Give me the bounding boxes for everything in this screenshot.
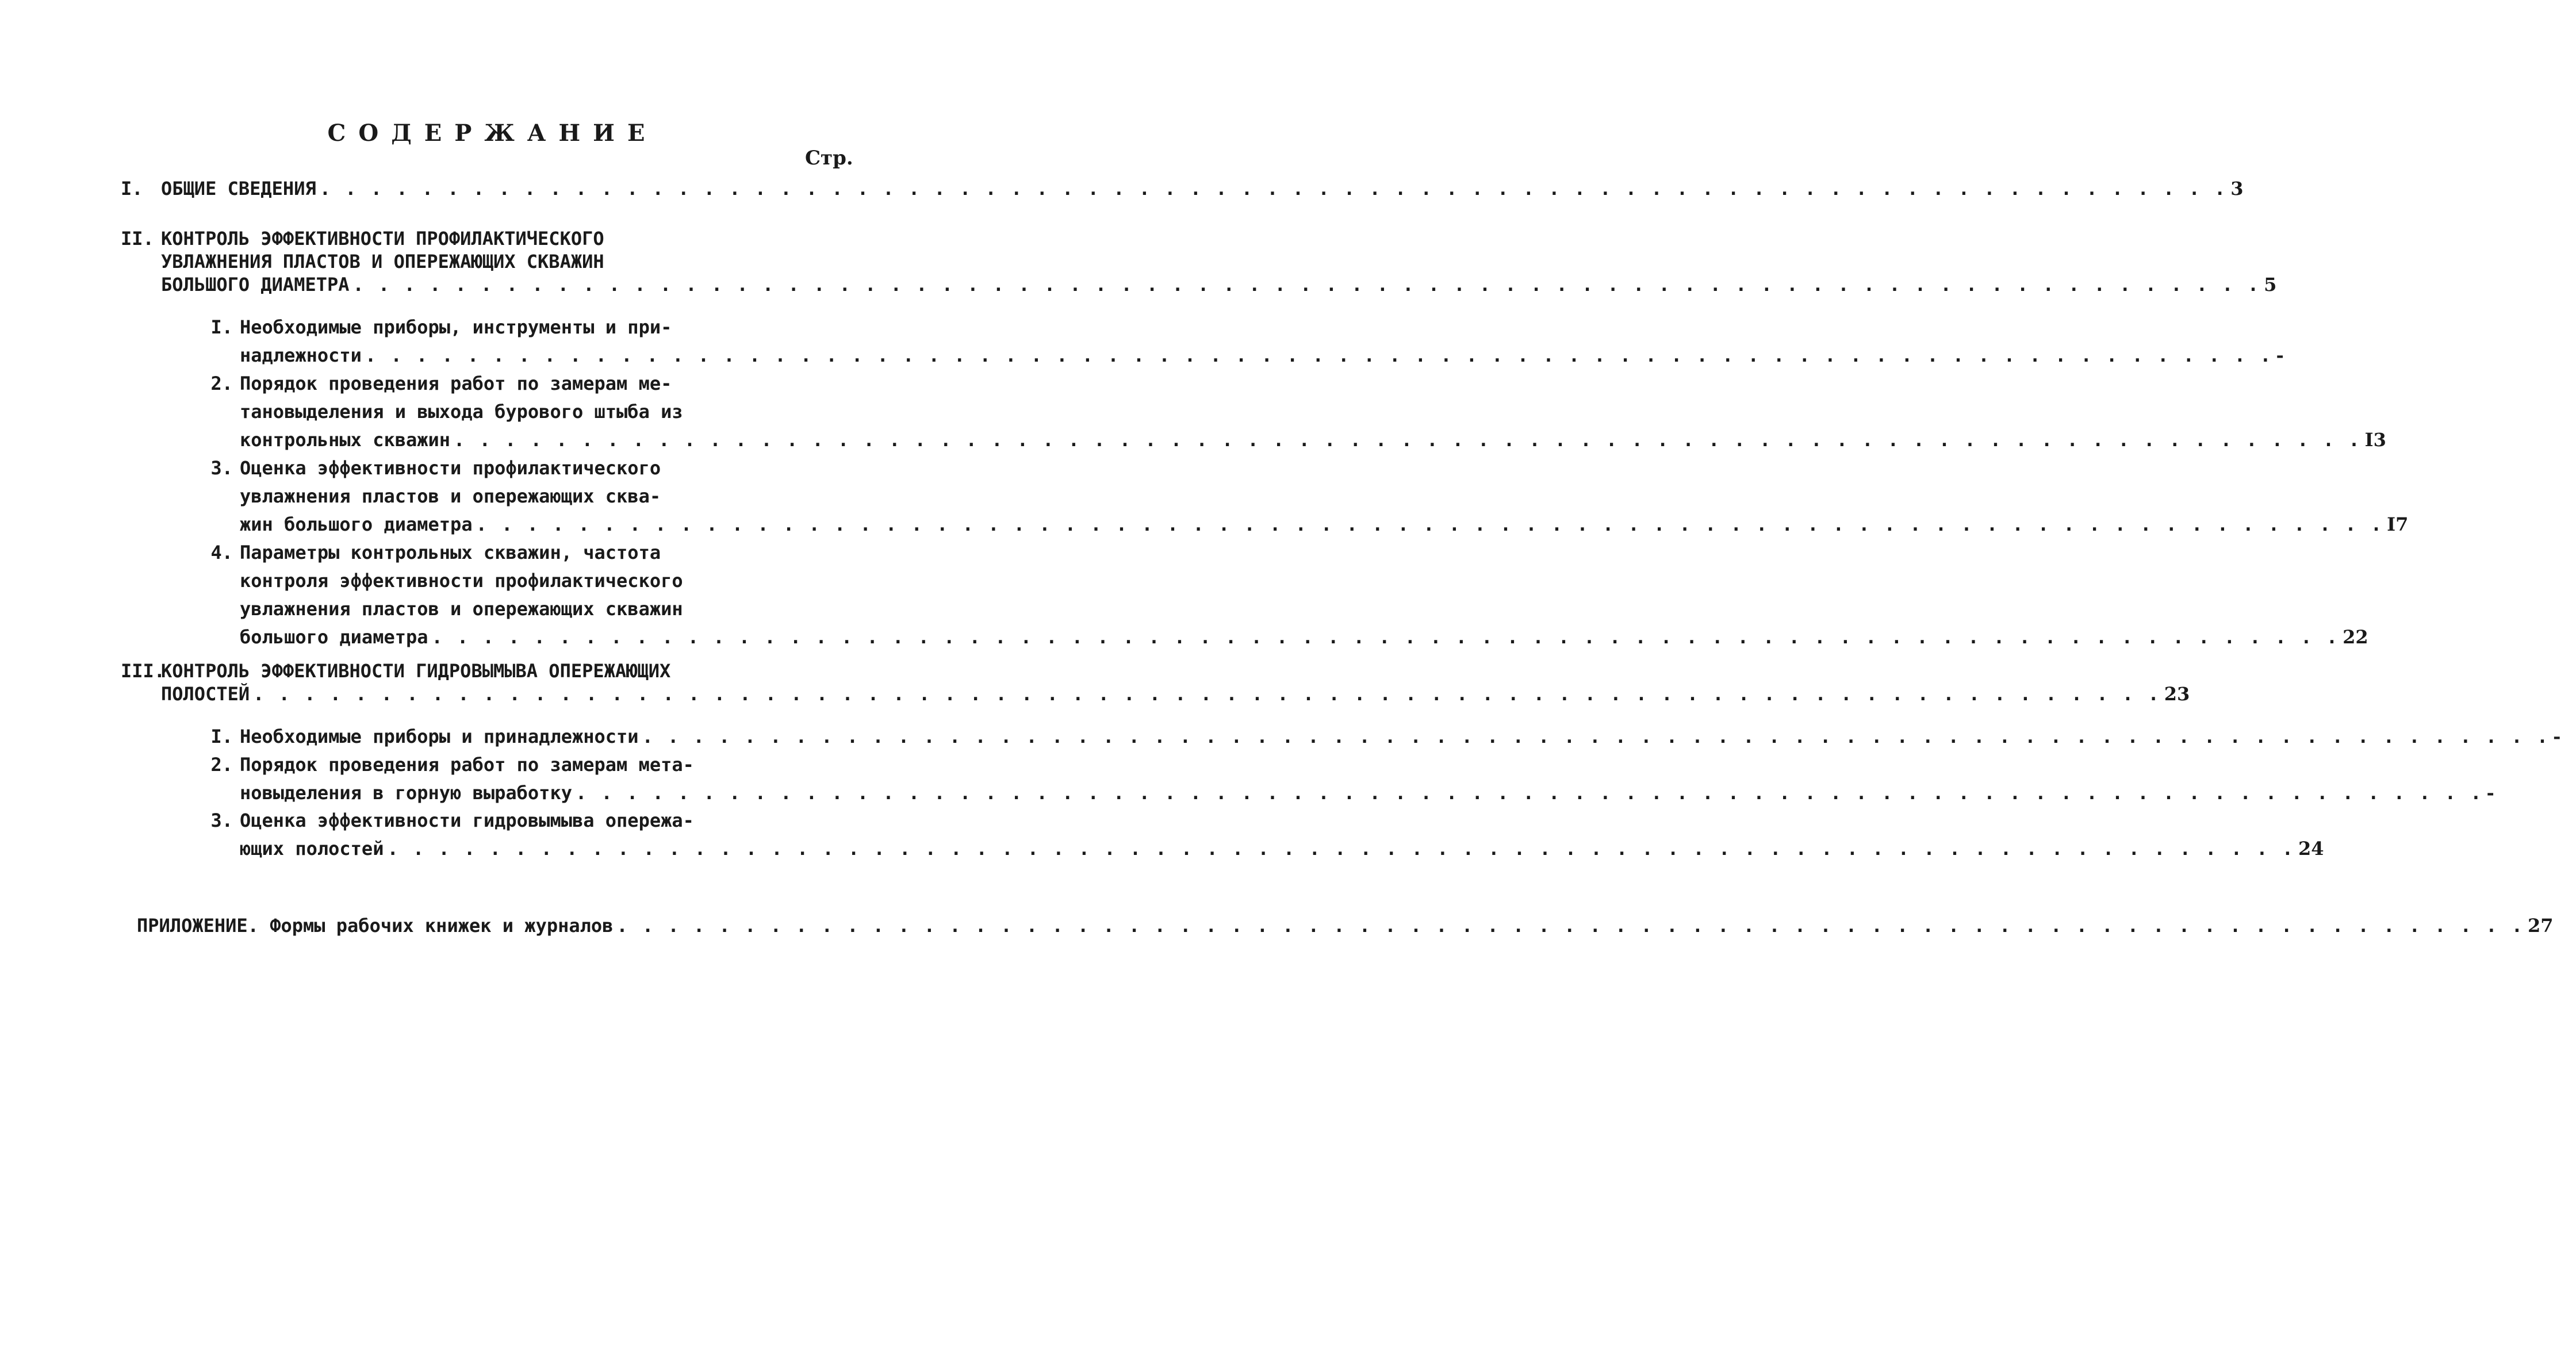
- entry-text-line: Необходимые приборы, инструменты и при-: [240, 316, 672, 338]
- entry-text-line: Оценка эффективности гидровымыва опережа-: [240, 810, 694, 831]
- entry-text-line: Порядок проведения работ по замерам ме-: [240, 373, 672, 394]
- toc-section-2-item-1: [198, 313, 2284, 370]
- entry-text-line: КОНТРОЛЬ ЭФФЕКТИВНОСТИ ГИДРОВЫМЫВА ОПЕРЕЖАЮЩИХ: [161, 660, 671, 682]
- dot-leader: . . . . . . . . . . . . . . . . . . . . . . . . . . . . . . . . . . . . . . . . . . . . . . . . . . . . . . . . . . . . . . . . . . . . . . . . . . .: [575, 782, 2483, 804]
- entry-page-number: 23: [2164, 683, 2190, 705]
- dot-leader: . . . . . . . . . . . . . . . . . . . . . . . . . . . . . . . . . . . . . . . . . . . . . . . . . . . . . . . . . . . . . . . . . . . . . . . . . . .: [352, 274, 2261, 296]
- entry-number: 4.: [210, 542, 233, 563]
- entry-number: II.: [121, 228, 154, 250]
- entry-text-line: КОНТРОЛЬ ЭФФЕКТИВНОСТИ ПРОФИЛАКТИЧЕСКОГО: [161, 228, 604, 250]
- entry-number: 3.: [210, 457, 233, 479]
- entry-text-line: ющих полостей: [240, 838, 384, 860]
- entry-page-number: 3: [2230, 178, 2244, 200]
- entry-text-line: ОБЩИЕ СВЕДЕНИЯ: [161, 178, 316, 200]
- entry-page-number: -: [2486, 782, 2494, 804]
- entry-text-line: тановыделения и выхода бурового штыба из: [240, 401, 683, 423]
- entry-text-line: Оценка эффективности профилактического: [240, 457, 661, 479]
- entry-page-number: 27: [2528, 915, 2554, 937]
- entry-text-line: большого диаметра: [240, 626, 428, 648]
- toc-section-2-item-4: [198, 539, 2368, 651]
- dot-leader: . . . . . . . . . . . . . . . . . . . . . . . . . . . . . . . . . . . . . . . . . . . . . . . . . . . . . . . . . . . . . . . . . . . . . . . . . . .: [319, 178, 2228, 200]
- entry-page-number: 24: [2298, 838, 2324, 860]
- entry-text-line: увлажнения пластов и опережающих скважин: [240, 598, 683, 620]
- entry-text-line: надлежности: [240, 344, 362, 366]
- dot-leader: . . . . . . . . . . . . . . . . . . . . . . . . . . . . . . . . . . . . . . . . . . . . . . . . . . . . . . . . . . . . . . . . . . . . . . . . . . .: [454, 429, 2362, 451]
- entry-page-number: -: [2553, 726, 2561, 747]
- entry-text-line: контрольных скважин: [240, 429, 451, 451]
- toc-section-2-item-3: [198, 454, 2409, 539]
- entry-number: 2.: [210, 754, 233, 776]
- entry-number: 3.: [210, 810, 233, 831]
- entry-page-number: I7: [2387, 513, 2409, 535]
- entry-page-number: 5: [2264, 274, 2277, 296]
- page-column-header: Стр.: [805, 147, 853, 170]
- toc-section-3: [121, 659, 2190, 705]
- entry-text-line: Параметры контрольных скважин, частота: [240, 542, 661, 563]
- entry-number: I.: [210, 726, 233, 747]
- entry-number: 2.: [210, 373, 233, 394]
- dot-leader: . . . . . . . . . . . . . . . . . . . . . . . . . . . . . . . . . . . . . . . . . . . . . . . . . . . . . . . . . . . . . . . . . . . . . . . . . . .: [642, 726, 2550, 747]
- dot-leader: . . . . . . . . . . . . . . . . . . . . . . . . . . . . . . . . . . . . . . . . . . . . . . . . . . . . . . . . . . . . . . . . . . . . . . . . . . .: [616, 915, 2524, 937]
- entry-text-line: жин большого диаметра: [240, 513, 473, 535]
- dot-leader: . . . . . . . . . . . . . . . . . . . . . . . . . . . . . . . . . . . . . . . . . . . . . . . . . . . . . . . . . . . . . . . . . . . . . . . . . . .: [253, 683, 2161, 705]
- entry-number: III.: [121, 660, 166, 682]
- entry-text-line: Порядок проведения работ по замерам мета-: [240, 754, 694, 776]
- toc-section-3-item-2: [198, 751, 2494, 807]
- toc-section-3-item-1: [198, 723, 2561, 751]
- entry-page-number: I3: [2364, 429, 2386, 451]
- entry-text-line: ПОЛОСТЕЙ: [161, 683, 250, 705]
- entry-text-line: контроля эффективности профилактического: [240, 570, 683, 592]
- entry-text-line: УВЛАЖНЕНИЯ ПЛАСТОВ И ОПЕРЕЖАЮЩИХ СКВАЖИН: [161, 251, 604, 273]
- entry-text-line: Необходимые приборы и принадлежности: [240, 726, 639, 747]
- toc-section-2-item-2: [198, 370, 2386, 454]
- entry-number: I.: [210, 316, 233, 338]
- entry-text-line: увлажнения пластов и опережающих сква-: [240, 485, 661, 507]
- entry-text-line: новыделения в горную выработку: [240, 782, 572, 804]
- toc-section-1: [121, 177, 2244, 200]
- dot-leader: . . . . . . . . . . . . . . . . . . . . . . . . . . . . . . . . . . . . . . . . . . . . . . . . . . . . . . . . . . . . . . . . . . . . . . . . . . .: [476, 513, 2384, 535]
- toc-appendix: [137, 914, 2554, 937]
- toc-section-2: [121, 227, 2277, 296]
- dot-leader: . . . . . . . . . . . . . . . . . . . . . . . . . . . . . . . . . . . . . . . . . . . . . . . . . . . . . . . . . . . . . . . . . . . . . . . . . . .: [387, 838, 2295, 860]
- entry-page-number: 22: [2343, 626, 2368, 648]
- entry-page-number: -: [2276, 344, 2284, 366]
- entry-number: I.: [121, 178, 143, 200]
- dot-leader: . . . . . . . . . . . . . . . . . . . . . . . . . . . . . . . . . . . . . . . . . . . . . . . . . . . . . . . . . . . . . . . . . . . . . . . . . . .: [365, 344, 2273, 366]
- dot-leader: . . . . . . . . . . . . . . . . . . . . . . . . . . . . . . . . . . . . . . . . . . . . . . . . . . . . . . . . . . . . . . . . . . . . . . . . . . .: [431, 626, 2340, 648]
- entry-text-line: ПРИЛОЖЕНИЕ. Формы рабочих книжек и журналов: [137, 915, 614, 937]
- entry-text-line: БОЛЬШОГО ДИАМЕТРА: [161, 274, 350, 296]
- toc-section-3-item-3: [198, 807, 2324, 863]
- toc-title: СОДЕРЖАНИЕ: [327, 120, 658, 147]
